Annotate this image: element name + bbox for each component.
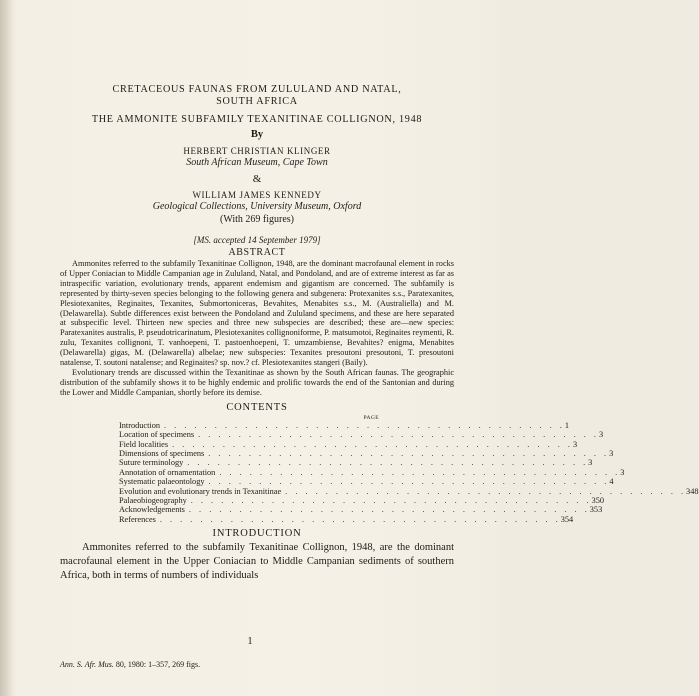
toc-leader: . . . . . . . . . . . . . . . . . . . . . . . . . . . . . . . . . . . . . . . . — [208, 448, 610, 458]
toc-page: 3 — [588, 458, 593, 468]
toc-leader: . . . . . . . . . . . . . . . . . . . . . . . . . . . . . . . . . . . . . . . . — [172, 439, 573, 449]
page-number: 1 — [247, 636, 253, 647]
toc-page: 350 — [591, 495, 605, 505]
toc-title: Annotation of ornamentation — [119, 467, 216, 477]
toc-title: Introduction — [119, 420, 161, 430]
toc-page: 4 — [609, 477, 614, 487]
toc-leader: . . . . . . . . . . . . . . . . . . . . . . . . . . . . . . . . . . . . . . . . — [188, 505, 590, 515]
toc-leader: . . . . . . . . . . . . . . . . . . . . . . . . . . . . . . . . . . . . . . . . — [208, 477, 610, 487]
contents-heading: CONTENTS — [226, 401, 288, 413]
toc-title: Field localities — [119, 439, 169, 449]
toc-row — [119, 495, 605, 505]
by-line: By — [250, 129, 264, 140]
introduction-body — [60, 541, 454, 583]
journal-name: Ann. S. Afr. Mus. — [60, 660, 114, 669]
figure-count: (With 269 figures) — [219, 214, 295, 225]
toc-page: 3 — [572, 439, 578, 449]
toc-row — [119, 439, 578, 449]
toc-page: 3 — [609, 448, 614, 458]
toc-leader: . . . . . . . . . . . . . . . . . . . . . . . . . . . . . . . . . . . . . . . . — [190, 495, 592, 505]
toc-row — [119, 420, 570, 430]
affiliation-1: South African Museum, Cape Town — [186, 157, 328, 168]
toc-page-label: PAGE — [363, 414, 379, 421]
author-1: HERBERT CHRISTIAN KLINGER — [183, 146, 331, 156]
author-2: WILLIAM JAMES KENNEDY — [192, 190, 322, 200]
abstract-body — [60, 259, 454, 398]
toc-page: 3 — [599, 430, 604, 440]
abstract-paragraph-2: Evolutionary trends are discussed within the Texanitinae as shown by the South African faunas. The geographic distribution of the subfamily shows it to be highly endemic and prolific towards the end of the Santonian and during the Lower and Middle Campanian, shortly before its demise. — [60, 367, 454, 397]
toc-leader: . . . . . . . . . . . . . . . . . . . . . . . . . . . . . . . . . . . . . . . . — [219, 467, 621, 477]
title-line-1: CRETACEOUS FAUNAS FROM ZULULAND AND NATAL, — [112, 84, 402, 95]
toc-page: 354 — [560, 514, 574, 524]
affiliation-2: Geological Collections, University Museum, Oxford — [152, 201, 362, 212]
toc-leader: . . . . . . . . . . . . . . . . . . . . . . . . . . . . . . . . . . . . . . . . — [285, 486, 687, 496]
toc-leader: . . . . . . . . . . . . . . . . . . . . . . . . . . . . . . . . . . . . . . . . — [164, 420, 565, 430]
toc-title: Evolution and evolutionary trends in Texanitinae — [119, 486, 282, 496]
toc-leader: . . . . . . . . . . . . . . . . . . . . . . . . . . . . . . . . . . . . . . . . — [198, 430, 599, 440]
abstract-paragraph-1: Ammonites referred to the subfamily Texanitinae Collignon, 1948, are the dominant macrofaunal element in rocks of Upper Coniacian to Middle Campanian age in Zululand, Natal, and Pondoland, and are of extreme interest as far as intraspecific variation, evolutionary trends, apparent endemism and gigantism are concerned. The subfamily is represented by thirty-seven species belonging to the following genera and subgenera: Protexanites s.s., Paratexanites, Plesiotexanites, Reginaites, Texanites, Submortoniceras, Bevahites, Menabites s.s., M. (Australiella) and M. (Delawarella). Subtle differences exist between the Pondoland and Zululand specimens, and these are here separated at subspecific level. Thirteen new species and three new subspecies are described; these are—new species: Paratexanites australis, P. pseudotricarinatum, Plesiotexanites collignoniforme, P. matsumotoi, Reginaites reymenti, R. zulu, Texanites collignoni, T. vanhoepeni, T. pastoenhoepeni, T. umzambiense, Bevahites? enigma, Menabites (Delawarella) gigas, M. (Delawarella) albelae; new subspecies: Texanites presoutoni presoutoni, T. presoutoni natalense, T. soutoni natalense; and Reginaites? sp. nov.? cf. Plesiotexanites stangeri (Baily). — [60, 259, 454, 368]
toc-title: References — [119, 514, 156, 524]
toc-title: Dimensions of specimens — [119, 448, 205, 458]
toc-title: Palaeobiogeography — [119, 495, 187, 505]
toc-leader: . . . . . . . . . . . . . . . . . . . . . . . . . . . . . . . . . . . . . . . . — [159, 514, 561, 524]
toc-title: Systematic palaeontology — [119, 477, 205, 487]
subtitle: THE AMMONITE SUBFAMILY TEXANITINAE COLLIGNON, 1948 — [91, 114, 423, 125]
title-line-2: SOUTH AFRICA — [216, 96, 298, 107]
toc-row — [119, 430, 604, 440]
introduction-paragraph: Ammonites referred to the subfamily Texanitinae Collignon, 1948, are the dominant macrofaunal element in the Upper Coniacian to Middle Campanian sediments of southern Africa, both in terms of numbers of individuals — [60, 542, 454, 582]
toc-title: Location of specimens — [119, 430, 195, 440]
accepted-date: [MS. accepted 14 September 1979] — [193, 235, 321, 245]
toc-row — [119, 477, 614, 487]
toc-row — [119, 486, 699, 496]
toc-page: 1 — [564, 420, 570, 430]
toc-page: 353 — [589, 505, 603, 515]
toc-row — [119, 458, 593, 468]
journal-details: 80, 1980: 1–357, 269 figs. — [115, 660, 201, 669]
toc-title: Suture terminology — [119, 458, 184, 468]
toc-page: 3 — [620, 467, 625, 477]
toc-row — [119, 505, 603, 515]
journal-citation — [60, 660, 200, 669]
abstract-heading: ABSTRACT — [228, 247, 286, 258]
toc-leader: . . . . . . . . . . . . . . . . . . . . . . . . . . . . . . . . . . . . . . . . — [187, 458, 589, 468]
toc-row — [119, 514, 574, 524]
toc-row — [119, 467, 625, 477]
toc-page: 348 — [686, 486, 699, 496]
ampersand: & — [252, 173, 262, 185]
toc-title: Acknowledgements — [119, 505, 185, 515]
table-of-contents — [119, 414, 699, 524]
introduction-heading: INTRODUCTION — [212, 528, 302, 540]
binding-shadow — [0, 0, 14, 696]
toc-row — [119, 448, 614, 458]
